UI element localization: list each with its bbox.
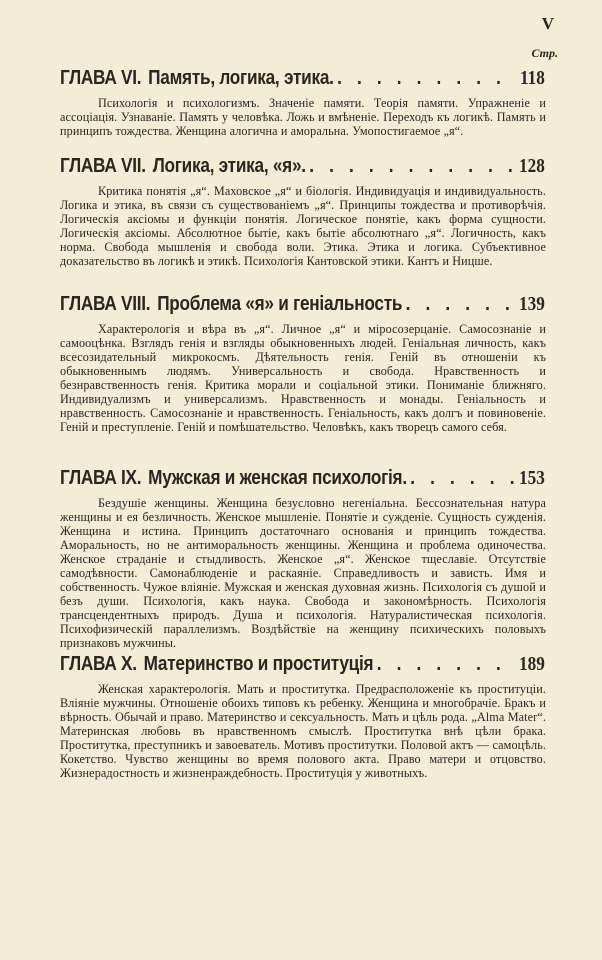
chapter-summary: Психологія и психологизмъ. Значеніе памяти. Теорія памяти. Упражненіе и ассоціація. Узнаваніе. Память у человѣка. Ложь и вмѣненіе. Переходъ къ логикѣ. Память и принципъ тождества. Женщина алогична и аморальна. Умопостигаемое „я“. <box>60 96 546 138</box>
chapter-heading <box>60 292 545 316</box>
chapter-label: ГЛАВА X. <box>60 653 137 675</box>
chapter-title: Логика, этика, «я». <box>152 155 306 177</box>
chapter-page: 153 <box>519 467 545 489</box>
chapter-label: ГЛАВА VII. <box>60 155 146 177</box>
chapter-page: 139 <box>519 293 545 315</box>
chapter-summary: Критика понятія „я“. Маховское „я“ и біологія. Индивидуація и индивидуальность. Логика и этика, въ связи съ существованіемъ „я“. Принципы тождества и противорѣчія. Логическія аксіомы и функціи понятія. Логическое понятіе, какъ форма сущности. Логическія аксіомы. Абсолютное бытіе, какъ бытіе абсолютнаго „я“. Логичность, какъ норма. Свобода мышленія и свобода воли. Этика. Этика и логика. Субъективное доказательство въ логикѣ и этикѣ. Психологія Кантовской этики. Кантъ и Ницше. <box>60 184 546 268</box>
chapter-heading <box>60 66 545 90</box>
chapter-label: ГЛАВА VI. <box>60 67 142 89</box>
leader-dots <box>337 66 516 90</box>
leader-dots <box>377 652 516 676</box>
chapter-summary: Бездушіе женщины. Женщина безусловно негеніальна. Бессознательная натура женщины и ея безличность. Женское мышленіе. Понятіе и сужденіе. Сущность сужденія. Женщина и истина. Принципъ достаточнаго основанія и принципъ тождества. Аморальность, но не антиморальность женщины. Женщина и проблема одиночества. Женское страданіе и стыдливость. Женское „я“. Женское тщеславіе. Отсутствіе самодѣвности. Самонаблюденіе и раскаяніе. Справедливость и зависть. Имя и собственность. Чужое вліяніе. Мужская и женская духовная жизнь. Психологія съ душой и безъ души. Психологія, какъ наука. Свобода и закономѣрность. Психологія трансцендентныхъ природъ. Душа и психологія. Натуралистическая психологія. Психофизическій параллелизмъ. Воздѣйствіе на женщину психическихъ половыхъ признаковъ мужчины. <box>60 496 546 650</box>
chapter-label: ГЛАВА IX. <box>60 467 142 489</box>
chapter-heading <box>60 154 545 178</box>
leader-dots <box>406 292 516 316</box>
chapter-heading <box>60 466 545 490</box>
chapter-page: 189 <box>519 653 545 675</box>
chapter-title: Память, логика, этика. <box>148 67 334 89</box>
chapter-page: 118 <box>519 67 545 89</box>
chapter-title: Материнство и проституція <box>143 653 374 675</box>
chapter-label: ГЛАВА VIII. <box>60 293 151 315</box>
chapter-10-entry[interactable] <box>60 652 546 780</box>
chapter-8-entry[interactable] <box>60 292 546 434</box>
page-number: V <box>541 14 554 33</box>
chapter-title: Мужская и женская психологія. <box>148 467 407 489</box>
page-column-label: Стр. <box>531 46 558 60</box>
chapter-title: Проблема «я» и геніальность <box>157 293 403 315</box>
chapter-6-entry[interactable] <box>60 66 546 138</box>
chapter-page: 128 <box>519 155 545 177</box>
leader-dots <box>410 466 515 490</box>
leader-dots <box>309 154 515 178</box>
chapter-summary: Женская характерологія. Мать и проститутка. Предрасположеніе къ проституціи. Вліяніе мужчины. Отношеніе обоихъ типовъ къ ребенку. Женщина и многобрачіе. Бракъ и вѣрность. Обычай и право. Материнство и сексуальность. Мать и цѣль рода. „Alma Mater“. Материнская любовь въ нравственномъ смыслѣ. Проститутка внѣ цѣли брака. Проститутка, преступникъ и завоеватель. Мотивъ проститутки. Половой актъ — самоцѣль. Кокетство. Чувство женщины во время полового акта. Право матери и отцовство. Жизнерадостность и жизненраждебность. Проституція у животныхъ. <box>60 682 546 780</box>
chapter-9-entry[interactable] <box>60 466 546 650</box>
chapter-heading <box>60 652 545 676</box>
chapter-summary: Характерологія и вѣра въ „я“. Личное „я“ и міросозерцаніе. Самосознаніе и самооцѣнка. Взглядъ генія и взгляды обыкновенныхъ людей. Геніальная личность, какъ всесозидательный микрокосмъ. Дѣятельность генія. Геній въ отношеніи къ обыкновеннымъ людямъ. Универсальность и свобода. Нравственность и безнравственность генія. Критика морали и соціальной этики. Пониманіе ближняго. Индивидуализмъ и универсализмъ. Нравственность и монады. Геніальность и нравственность. Самосознаніе и нравственность. Геніальность, какъ долгъ и повиновеніе. Геній и преступленіе. Геній и помѣшательство. Человѣкъ, какъ творецъ самого себя. <box>60 322 546 434</box>
chapter-7-entry[interactable] <box>60 154 546 268</box>
